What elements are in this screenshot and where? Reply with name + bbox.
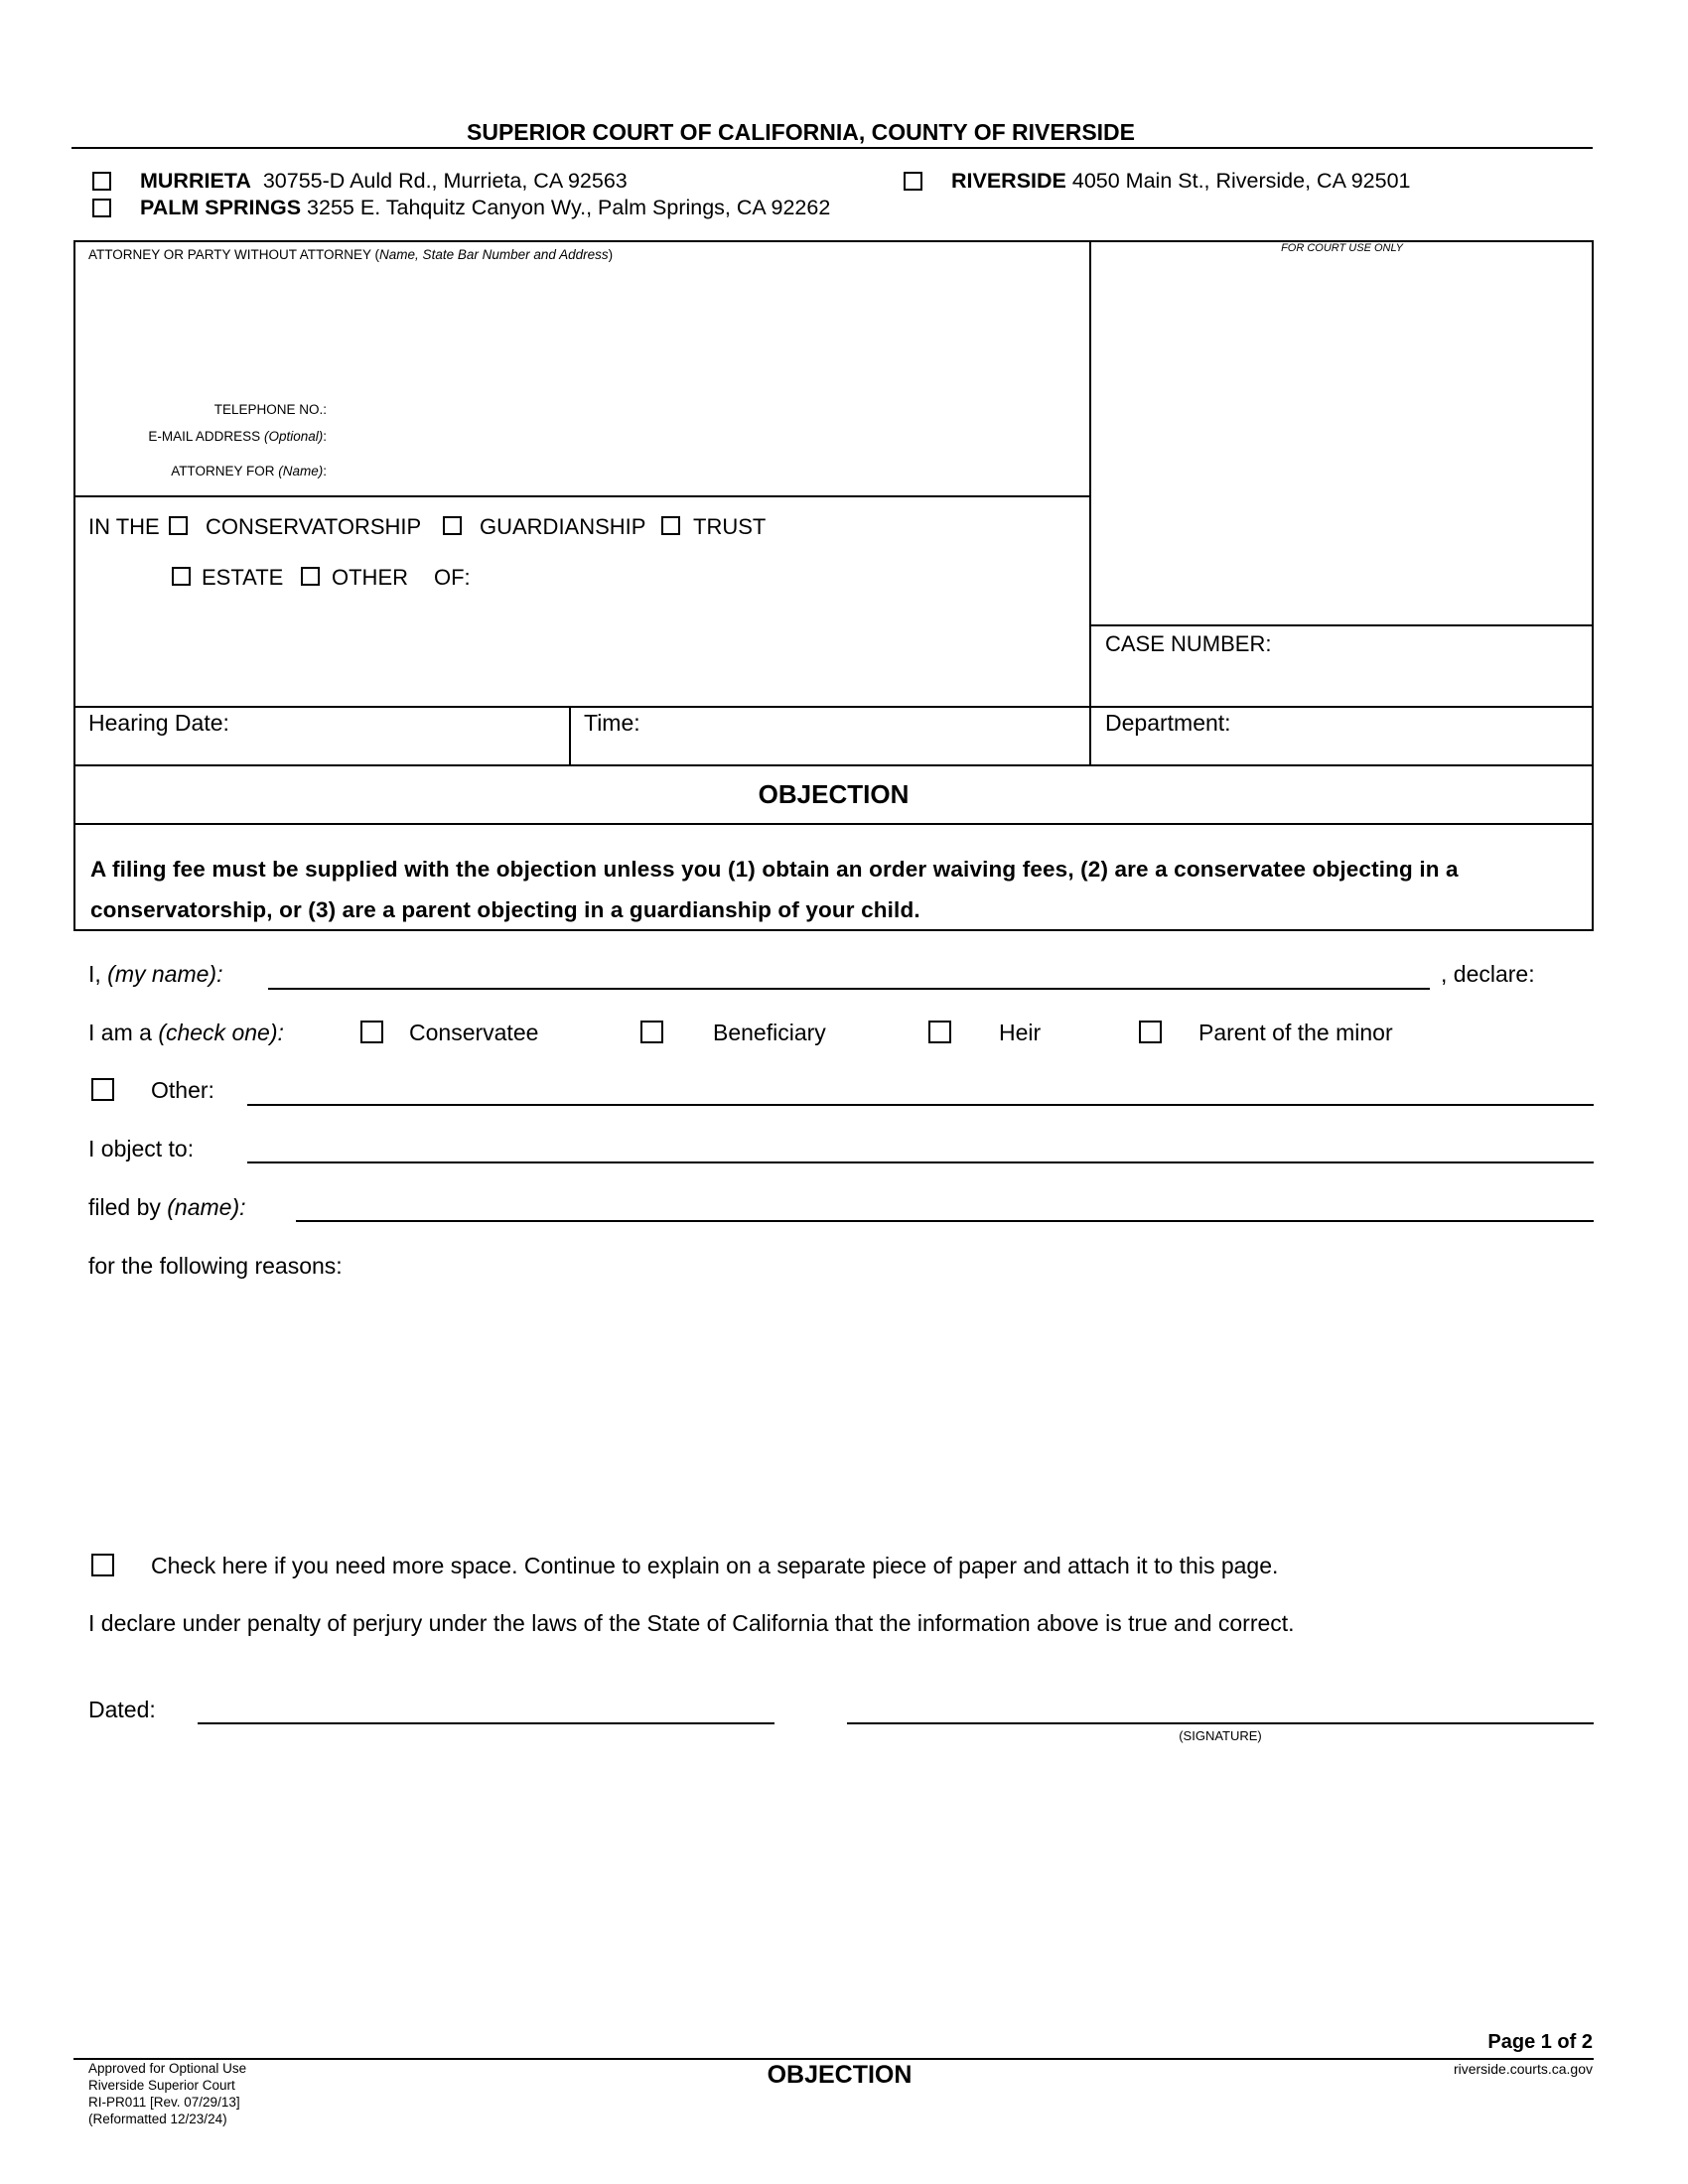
attorney-label: ATTORNEY OR PARTY WITHOUT ATTORNEY (Name, State Bar Number and Address) xyxy=(88,247,614,262)
fee-notice: A filing fee must be supplied with the objection unless you (1) obtain an order waiving fees, (2) are a conservatee objecting in a conservatorship, or (3) are a parent objecting in a guardianship of your child. xyxy=(90,857,1459,922)
other-role-label: Other: xyxy=(151,1077,214,1103)
trust-label: TRUST xyxy=(693,514,767,539)
beneficiary-checkbox[interactable] xyxy=(640,1021,663,1043)
filed-by-label: filed by (name): xyxy=(88,1194,246,1220)
form-title: OBJECTION xyxy=(758,779,910,809)
case-number-top-rule xyxy=(1090,624,1594,626)
footer-website: riverside.courts.ca.gov xyxy=(1453,2061,1593,2077)
conservatorship-label: CONSERVATORSHIP xyxy=(206,514,422,539)
filed-by-line[interactable] xyxy=(296,1220,1594,1222)
header-rule xyxy=(71,147,1593,149)
palm-springs-address: 3255 E. Tahquitz Canyon Wy., Palm Springs, CA 92262 xyxy=(307,196,831,219)
declare-label: , declare: xyxy=(1441,961,1535,987)
riverside-location xyxy=(951,169,1410,194)
dated-label: Dated: xyxy=(88,1697,156,1722)
court-title: SUPERIOR COURT OF CALIFORNIA, COUNTY OF RIVERSIDE xyxy=(467,119,1135,145)
caption-left-rule xyxy=(73,240,75,931)
caption-middle-rule xyxy=(1089,240,1091,765)
other-matter-label: OTHER xyxy=(332,565,408,590)
other-matter-checkbox[interactable] xyxy=(301,567,320,586)
title-top-rule xyxy=(73,764,1594,766)
footer-approved: Approved for Optional Use xyxy=(88,2061,247,2076)
guardianship-checkbox[interactable] xyxy=(443,516,462,535)
hearing-time-label: Time: xyxy=(584,710,640,736)
my-name-line[interactable] xyxy=(268,988,1430,990)
riverside-name: RIVERSIDE xyxy=(951,169,1066,193)
heir-checkbox[interactable] xyxy=(928,1021,951,1043)
conservatee-label: Conservatee xyxy=(409,1020,539,1045)
other-role-line[interactable] xyxy=(247,1104,1594,1106)
in-the-label: IN THE xyxy=(88,514,160,539)
murrieta-address: 30755-D Auld Rd., Murrieta, CA 92563 xyxy=(262,169,628,193)
page-number: Page 1 of 2 xyxy=(1487,2031,1593,2053)
footer-rule xyxy=(73,2058,1594,2060)
i-am-a-label: I am a (check one): xyxy=(88,1020,284,1045)
footer-title: OBJECTION xyxy=(767,2061,913,2089)
my-name-label: I, (my name): xyxy=(88,961,223,987)
murrieta-location xyxy=(140,169,628,194)
attorney-for-label: ATTORNEY FOR (Name): xyxy=(171,464,327,478)
palm-springs-name: PALM SPRINGS xyxy=(140,196,302,219)
trust-checkbox[interactable] xyxy=(661,516,680,535)
parent-of-minor-label: Parent of the minor xyxy=(1198,1020,1393,1045)
hearing-divider-rule xyxy=(569,706,571,765)
reasons-area[interactable] xyxy=(88,1291,1593,1539)
signature-line[interactable] xyxy=(847,1722,1594,1724)
riverside-checkbox[interactable] xyxy=(904,172,922,191)
estate-checkbox[interactable] xyxy=(172,567,191,586)
estate-label: ESTATE xyxy=(202,565,284,590)
heir-label: Heir xyxy=(999,1020,1042,1045)
dated-line[interactable] xyxy=(198,1722,774,1724)
of-label: OF: xyxy=(434,565,471,590)
footer-form-number: RI-PR011 [Rev. 07/29/13] xyxy=(88,2095,240,2110)
conservatorship-checkbox[interactable] xyxy=(169,516,188,535)
court-use-label: FOR COURT USE ONLY xyxy=(1281,242,1403,254)
murrieta-name: MURRIETA xyxy=(140,169,251,193)
hearing-top-rule xyxy=(73,706,1594,708)
title-bottom-rule xyxy=(73,823,1594,825)
palm-springs-checkbox[interactable] xyxy=(92,199,111,217)
caption-right-rule xyxy=(1592,240,1594,931)
footer-reformatted: (Reformatted 12/23/24) xyxy=(88,2112,227,2126)
murrieta-checkbox[interactable] xyxy=(92,172,111,191)
palm-springs-location xyxy=(140,196,830,220)
more-space-label: Check here if you need more space. Continue to explain on a separate piece of paper and attach it to this page. xyxy=(151,1553,1279,1578)
object-to-label: I object to: xyxy=(88,1136,195,1161)
conservatee-checkbox[interactable] xyxy=(360,1021,383,1043)
reasons-label: for the following reasons: xyxy=(88,1253,343,1279)
other-role-checkbox[interactable] xyxy=(91,1078,114,1101)
footer-court: Riverside Superior Court xyxy=(88,2078,235,2093)
more-space-checkbox[interactable] xyxy=(91,1554,114,1576)
telephone-label: TELEPHONE NO.: xyxy=(213,402,327,417)
email-label: E-MAIL ADDRESS (Optional): xyxy=(148,429,327,444)
department-label: Department: xyxy=(1105,710,1231,736)
declaration-text: I declare under penalty of perjury under the laws of the State of California that the information above is true and correct. xyxy=(88,1610,1295,1636)
guardianship-label: GUARDIANSHIP xyxy=(480,514,646,539)
signature-label: (SIGNATURE) xyxy=(1179,1728,1262,1743)
attorney-bottom-rule xyxy=(73,495,1090,497)
parent-of-minor-checkbox[interactable] xyxy=(1139,1021,1162,1043)
hearing-date-label: Hearing Date: xyxy=(88,710,229,736)
object-to-line[interactable] xyxy=(247,1161,1594,1163)
case-number-label: CASE NUMBER: xyxy=(1105,631,1272,656)
beneficiary-label: Beneficiary xyxy=(713,1020,826,1045)
riverside-address: 4050 Main St., Riverside, CA 92501 xyxy=(1071,169,1411,193)
